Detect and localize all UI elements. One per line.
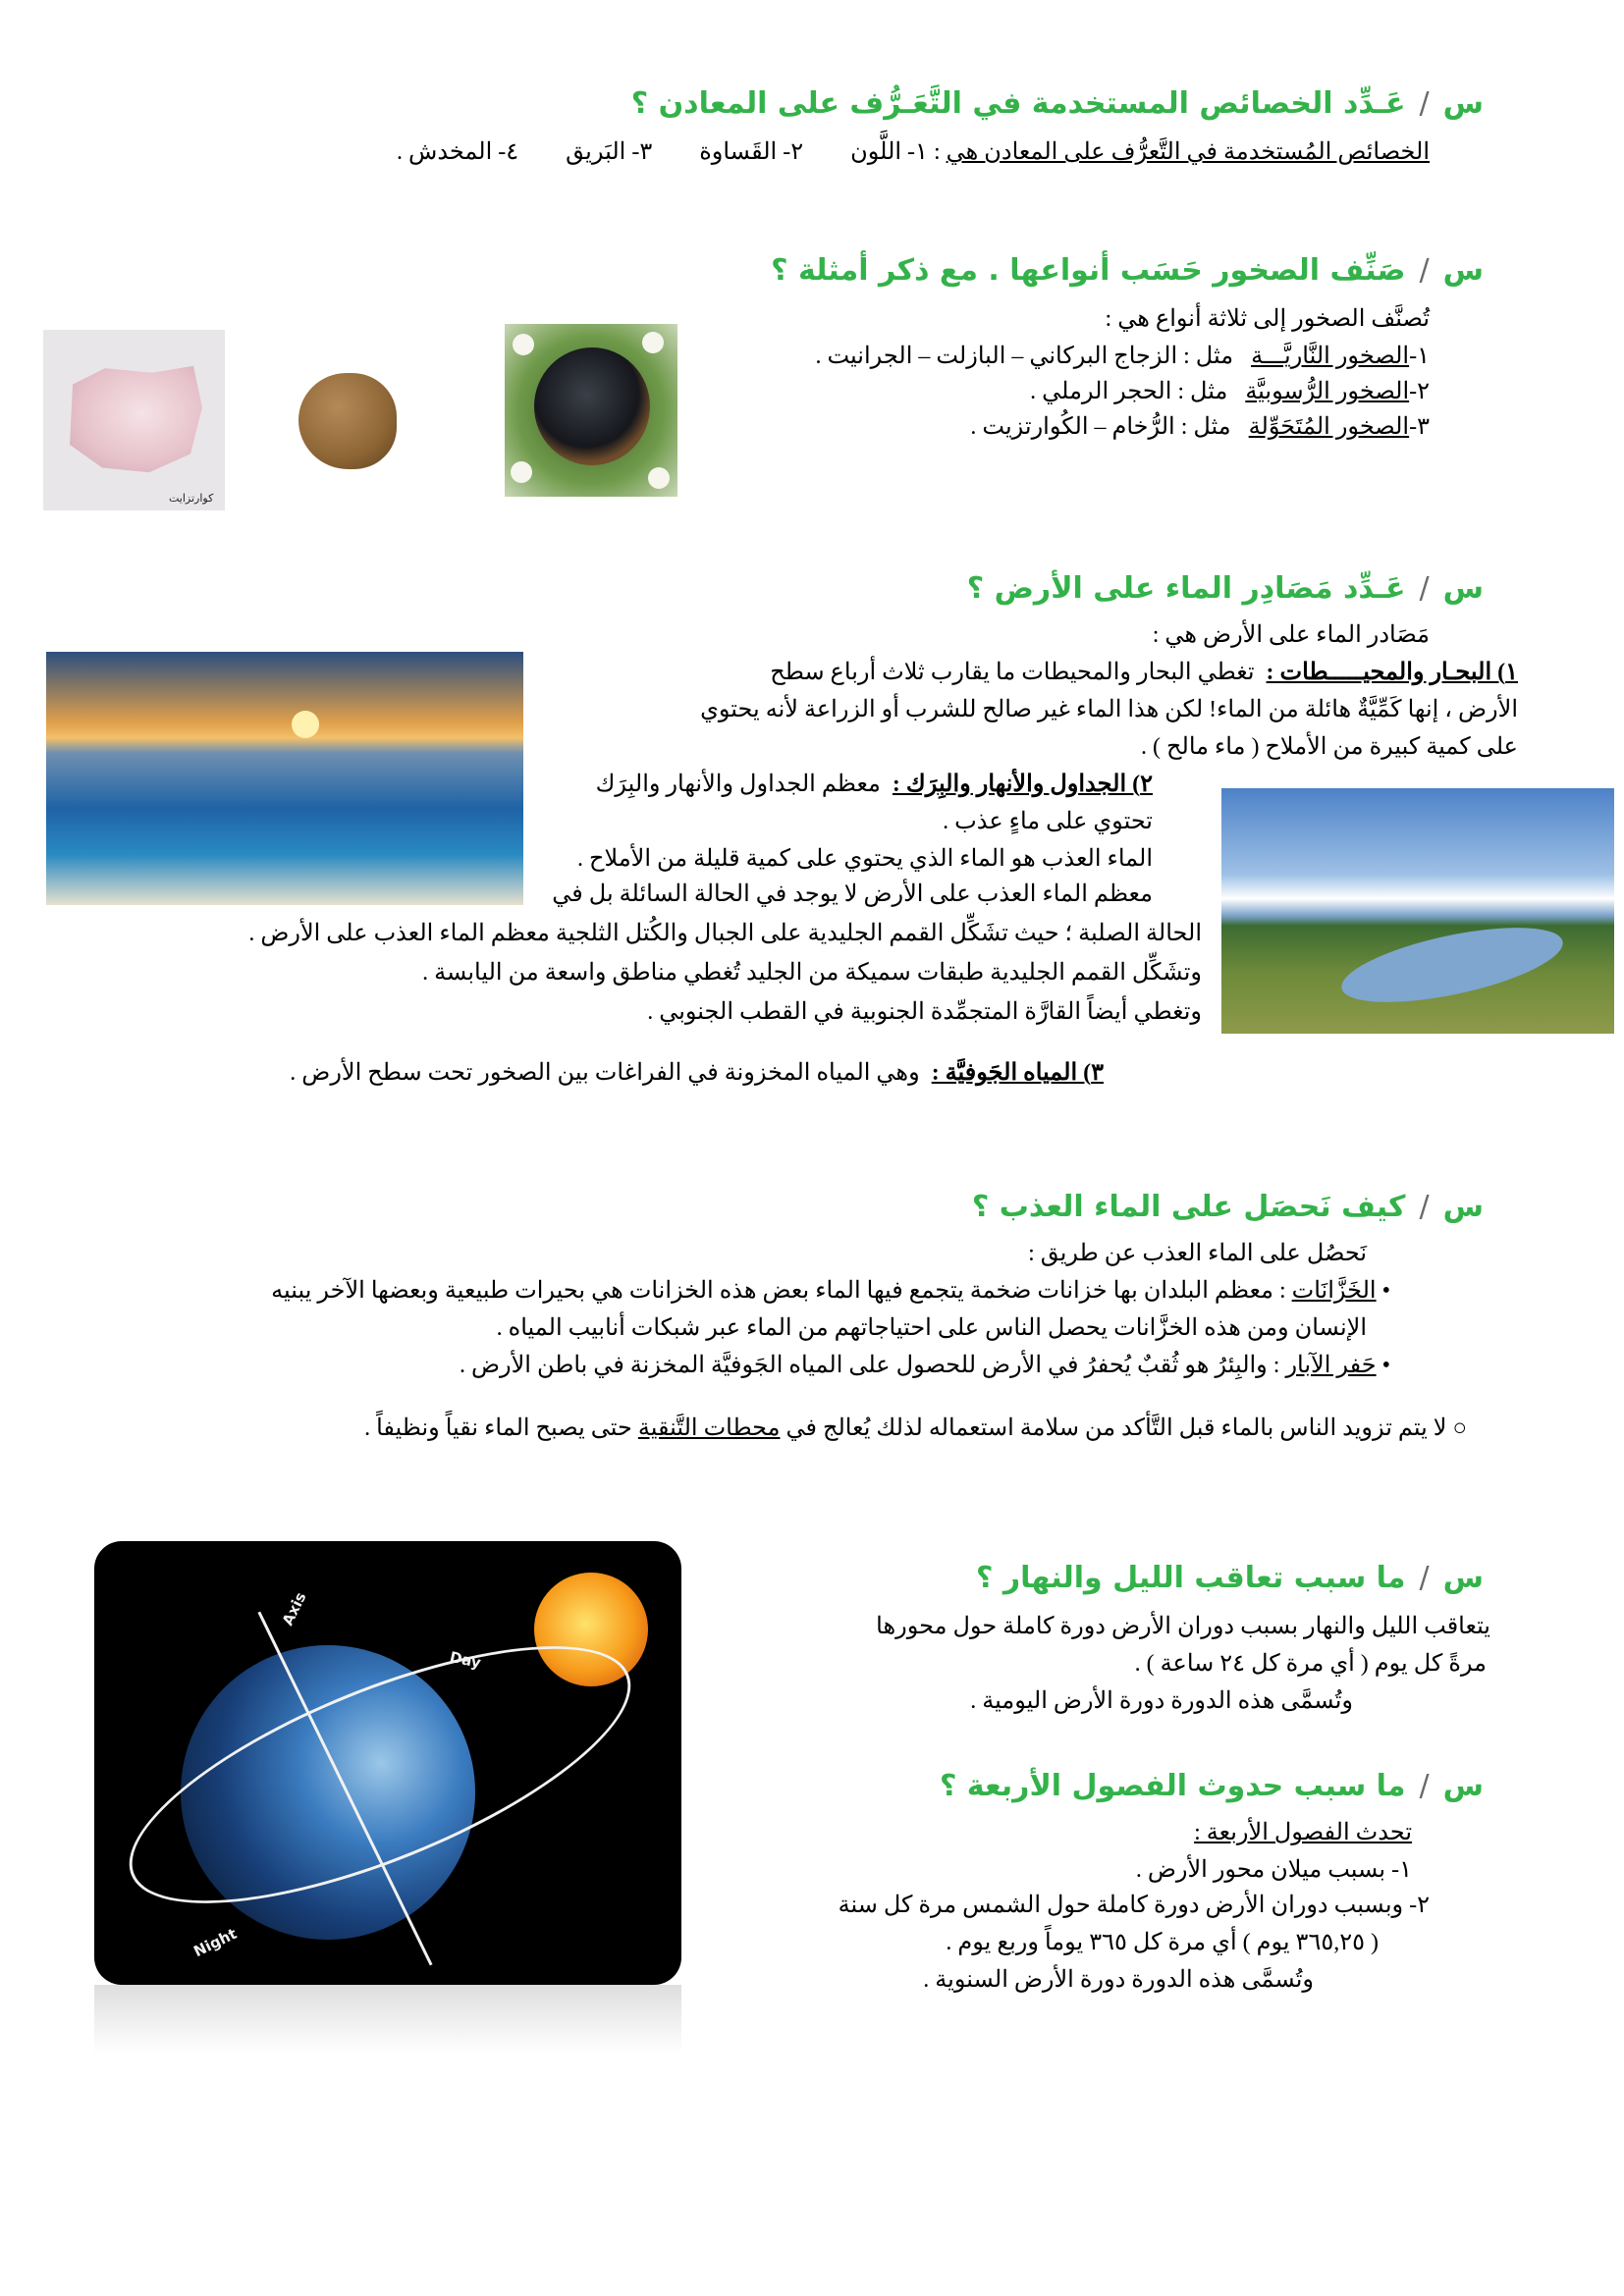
q4-slash: / [1419, 1190, 1430, 1224]
q3-heading [0, 571, 1624, 606]
bullet-icon: • [1381, 1278, 1390, 1304]
q2-item-num: ٣- [1409, 414, 1430, 440]
image-reflection [94, 1985, 681, 2054]
q2-item-1 [815, 342, 1430, 371]
q1-slash: / [1419, 86, 1430, 121]
q1-marker: س [1442, 86, 1484, 121]
q3-intro: مَصَادر الماء على الأرض هي : [1152, 622, 1430, 648]
q3-s2-line5: الحالة الصلبة ؛ حيث تشَكِّل القمم الجليدية على الجبال والكُتل الثلجية معظم الماء العذب على الأرض . [248, 921, 1202, 946]
q4-bullet-1 [271, 1276, 1390, 1306]
q3-s1-line3: على كمية كبيرة من الأملاح ( ماء مالح ) . [1141, 734, 1518, 760]
flower-shape [642, 332, 664, 353]
q6-line2: ٢- وبسبب دوران الأرض دورة كاملة حول الشمس مرة كل سنة [838, 1893, 1430, 1918]
q3-s3-text: وهي المياه المخزونة في الفراغات بين الصخور تحت سطح الأرض . [290, 1060, 920, 1086]
q4-note-link: محطات التَّنقية [637, 1415, 781, 1441]
q4-marker: س [1442, 1190, 1484, 1224]
q2-item-3 [970, 412, 1430, 442]
q4-note [364, 1414, 1467, 1443]
q3-s3 [290, 1058, 1104, 1088]
q4-note-post: حتى يصبح الماء نقياً ونظيفاً . [364, 1415, 638, 1441]
q2-intro: تُصنَّف الصخور إلى ثلاثة أنواع هي : [1105, 306, 1430, 332]
q5-marker: س [1442, 1561, 1484, 1595]
q6-heading [0, 1769, 1624, 1803]
q6-marker: س [1442, 1769, 1484, 1803]
flower-shape [511, 461, 532, 483]
night-label: Night [190, 1924, 240, 1961]
q5-line2: مرةً كل يوم ( أي مرة كل ٢٤ ساعة ) . [1134, 1651, 1487, 1677]
q5-slash: / [1419, 1561, 1430, 1595]
q5-line1: يتعاقب الليل والنهار بسبب دوران الأرض دورة كاملة حول محورها [876, 1614, 1490, 1639]
axis-label: Axis [278, 1589, 310, 1629]
q3-slash: / [1419, 571, 1430, 606]
q5-line3: وتُسمَّى هذه الدورة دورة الأرض اليومية . [970, 1688, 1353, 1714]
q2-slash: / [1419, 253, 1430, 288]
q3-s3-head: ٣) المياه الجَوفيَّة : [931, 1060, 1104, 1086]
sandstone-rock [298, 373, 397, 469]
q3-s1-line1 [770, 658, 1518, 687]
q2-item-2 [1030, 377, 1430, 406]
sunset-sun [292, 711, 319, 738]
q1-answer-label: الخصائص المُستخدمة في التَّعرُّف على المعادن هي [946, 139, 1430, 165]
bullet-icon: • [1381, 1353, 1390, 1378]
quartzite-stone [61, 361, 208, 477]
q4-b2-head: حَفر الآبار [1285, 1353, 1377, 1378]
q6-line4: وتُسمَّى هذه الدورة دورة الأرض السنوية . [923, 1967, 1314, 1993]
q6-title: ما سبب حدوث الفصول الأربعة ؟ [939, 1769, 1406, 1803]
q4-b1-line2: الإنسان ومن هذه الخزَّانات يحصل الناس على احتياجاتهم من الماء عبر شبكات أنابيب المياه . [496, 1315, 1367, 1341]
q2-item-name: الصخور الرُّسوبيَّة [1245, 379, 1410, 404]
q2-item-example: مثل : الرُّخام – الكُوارتزيت . [970, 414, 1231, 440]
q3-s2-line7: وتغطي أيضاً القارَّة المتجمِّدة الجنوبية في القطب الجنوبي . [647, 999, 1202, 1025]
q5-title: ما سبب تعاقب الليل والنهار ؟ [976, 1561, 1406, 1595]
q2-item-name: الصخور المُتَحَوِّلة [1248, 414, 1410, 440]
sea-sunset-image [46, 652, 523, 905]
q3-s2-line3: الماء العذب هو الماء الذي يحتوي على كمية قليلة من الأملاح . [577, 846, 1153, 872]
q4-b1-head: الخَزَّانَات [1291, 1278, 1377, 1304]
day-label: Day [448, 1647, 483, 1673]
q6-line1: ١- بسبب ميلان محور الأرض . [1135, 1857, 1412, 1883]
river-landscape-image [1221, 788, 1614, 1034]
q6-slash: / [1419, 1769, 1430, 1803]
q4-title: كيف نَحصَل على الماء العذب ؟ [971, 1190, 1406, 1224]
q4-bullet-2 [460, 1351, 1390, 1380]
q3-s2-text: معظم الجداول والأنهار والبِرَك [595, 772, 881, 797]
river-stream [1335, 913, 1568, 1018]
q2-item-example: مثل : الحجر الرملي . [1030, 379, 1228, 404]
q3-marker: س [1442, 571, 1484, 606]
q2-heading [0, 253, 1624, 288]
q3-s1-text: تغطي البحار والمحيطات ما يقارب ثلاث أرباع سطح [770, 660, 1255, 685]
ring-bullet-icon: ○ [1452, 1415, 1467, 1441]
q1-title: عَـدِّد الخصائص المستخدمة في التَّعَـرُّف على المعادن ؟ [630, 86, 1406, 121]
q3-s1-head: ١) البحـار والمحيـــــطات : [1266, 660, 1518, 685]
q4-note-pre: لا يتم تزويد الناس بالماء قبل التَّأكد من سلامة استعماله لذلك يُعالج في [780, 1415, 1447, 1441]
q2-title: صَنِّف الصخور حَسَب أنواعها . مع ذكر أمثلة ؟ [771, 253, 1406, 288]
q3-s1-line2: الأرض ، إنها كَمِّيَّةٌ هائلة من الماء! لكن هذا الماء غير صالح للشرب أو الزراعة لأنه يحتوي [700, 697, 1518, 722]
earth-rotation-image [94, 1541, 681, 1985]
q1-heading [0, 86, 1624, 121]
q2-item-example: مثل : الزجاج البركاني – البازلت – الجرانيت . [815, 344, 1234, 369]
q3-title: عَـدِّد مَصَادِر الماء على الأرض ؟ [966, 571, 1406, 606]
q3-s2-line2: تحتوي على ماءٍ عذب . [943, 809, 1153, 834]
q2-marker: س [1442, 253, 1484, 288]
quartzite-caption: كوارتزايت [169, 492, 214, 505]
q3-s2-head: ٢) الجداول والأنهار والبِرَك : [892, 772, 1153, 797]
sandstone-image [295, 361, 403, 484]
q5-heading [0, 1561, 1624, 1595]
q2-item-num: ٢- [1409, 379, 1430, 404]
q6-line3: ( ٣٦٥,٢٥ يوم ) أي مرة كل ٣٦٥ يوماً وربع يوم . [946, 1930, 1379, 1955]
q2-item-num: ١- [1409, 344, 1430, 369]
q4-heading [0, 1190, 1624, 1224]
q4-b1-text: : معظم البلدان بها خزانات ضخمة يتجمع فيها الماء بعض هذه الخزانات هي بحيرات طبيعية وبعضها الآخر يبنيه [271, 1278, 1292, 1304]
q3-s2-line4: معظم الماء العذب على الأرض لا يوجد في الحالة السائلة بل في [552, 881, 1153, 907]
q6-intro: تحدث الفصول الأربعة : [1194, 1820, 1412, 1845]
q2-item-name: الصخور النَّاريَّـــة [1251, 344, 1410, 369]
flower-shape [648, 467, 670, 489]
flower-shape [513, 334, 534, 355]
quartzite-image [43, 330, 225, 510]
obsidian-bowl [534, 347, 650, 465]
q3-s2-line1 [596, 770, 1153, 799]
q1-answer [397, 137, 1430, 167]
q3-s2-line6: وتشَكِّل القمم الجليدية طبقات سميكة من الجليد تُغطي مناطق واسعة من اليابسة . [422, 960, 1202, 986]
q4-intro: نَحصُل على الماء العذب عن طريق : [1028, 1241, 1367, 1266]
q1-answer-items: : ١- اللَّون ٢- القَساوة ٣- البَريق ٤- المخدش . [397, 139, 941, 165]
q4-b2-text: : والبِئرُ هو ثُقبٌ يُحفرُ في الأرض للحصول على المياه الجَوفيَّة المخزنة في باطن الأرض . [459, 1353, 1286, 1378]
obsidian-image [505, 324, 677, 497]
